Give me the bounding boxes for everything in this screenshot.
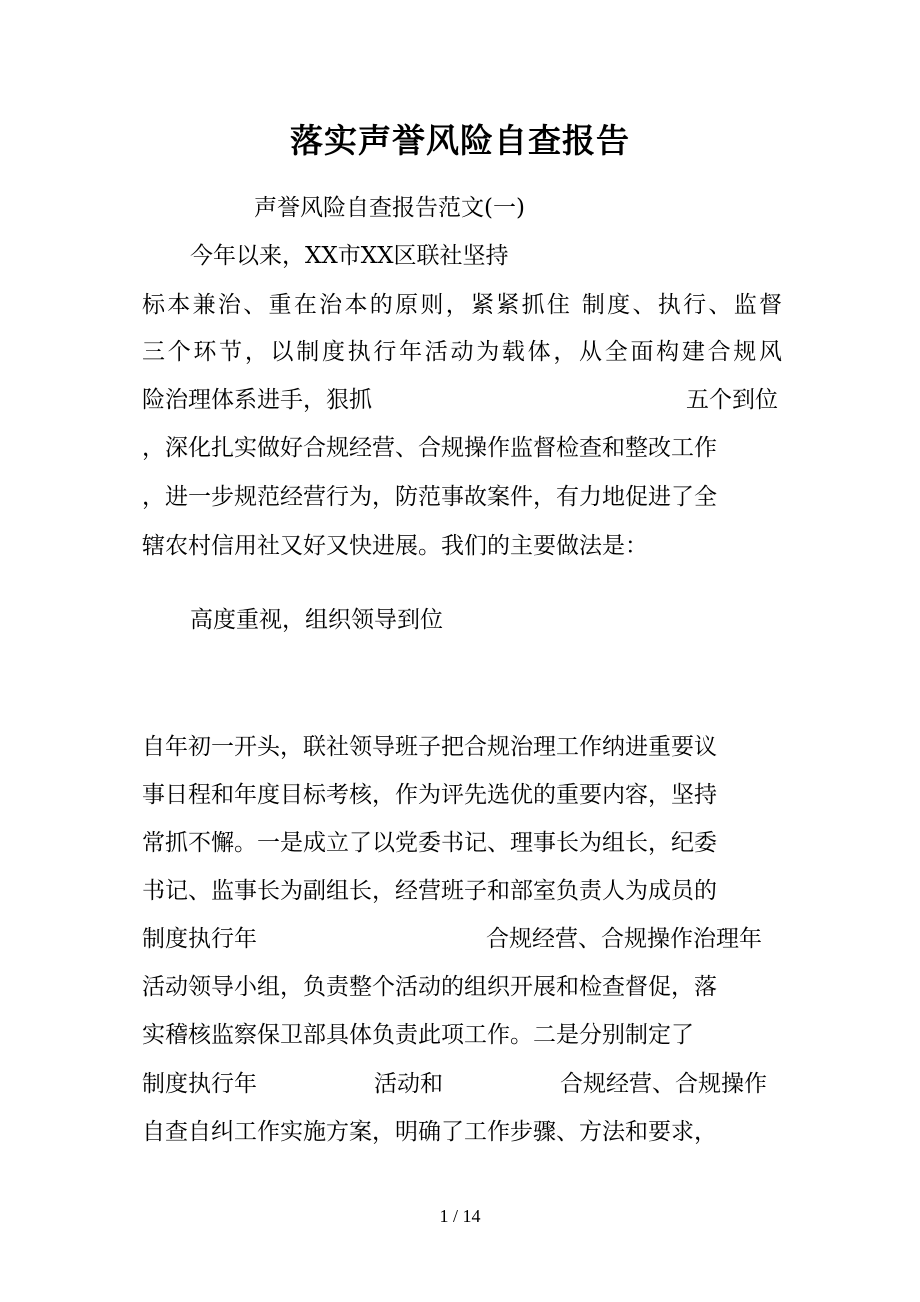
paragraph-line: 实稽核监察保卫部具体负责此项工作。二是分别制定了 — [142, 1022, 694, 1048]
paragraph-line: 三个环节，以制度执行年活动为载体，从全面构建合规风 — [142, 339, 782, 365]
paragraph-line-middle: 活动和 — [374, 1071, 443, 1097]
paragraph-line-end: 合规经营、合规操作治理年 — [486, 926, 762, 952]
paragraph-line: ，深化扎实做好合规经营、合规操作监督检查和整改工作 — [142, 435, 717, 461]
paragraph-line: 事日程和年度目标考核，作为评先选优的重要内容，坚持 — [142, 782, 717, 808]
paragraph-line: 书记、监事长为副组长，经营班子和部室负责人为成员的 — [142, 878, 717, 904]
document-subtitle: 声誉风险自查报告范文(一) — [254, 195, 525, 221]
paragraph-line-end: 五个到位 — [686, 387, 778, 413]
paragraph-line: 活动领导小组，负责整个活动的组织开展和检查督促，落 — [142, 974, 717, 1000]
paragraph-line-start: 制度执行年 — [142, 926, 257, 952]
paragraph-line: 辖农村信用社又好又快进展。我们的主要做法是： — [142, 533, 648, 559]
paragraph-line: ，进一步规范经营行为，防范事故案件，有力地促进了全 — [142, 484, 717, 510]
paragraph-line-start: 制度执行年 — [142, 1071, 257, 1097]
paragraph-line-end: 合规经营、合规操作 — [560, 1071, 767, 1097]
paragraph-line: 今年以来，XX市XX区联社坚持 — [190, 243, 509, 269]
paragraph-line: 标本兼治、重在治本的原则，紧紧抓住 制度、执行、监督 — [142, 292, 782, 318]
paragraph-line: 常抓不懈。一是成立了以党委书记、理事长为组长，纪委 — [142, 830, 717, 856]
paragraph-line: 自年初一开头，联社领导班子把合规治理工作纳进重要议 — [142, 734, 717, 760]
paragraph-line-start: 险治理体系进手，狠抓 — [142, 387, 372, 413]
document-title: 落实声誉风险自查报告 — [290, 121, 630, 160]
section-heading: 高度重视，组织领导到位 — [190, 607, 443, 633]
paragraph-line: 自查自纠工作实施方案，明确了工作步骤、方法和要求， — [142, 1119, 717, 1145]
page-number: 1 / 14 — [439, 1206, 481, 1226]
